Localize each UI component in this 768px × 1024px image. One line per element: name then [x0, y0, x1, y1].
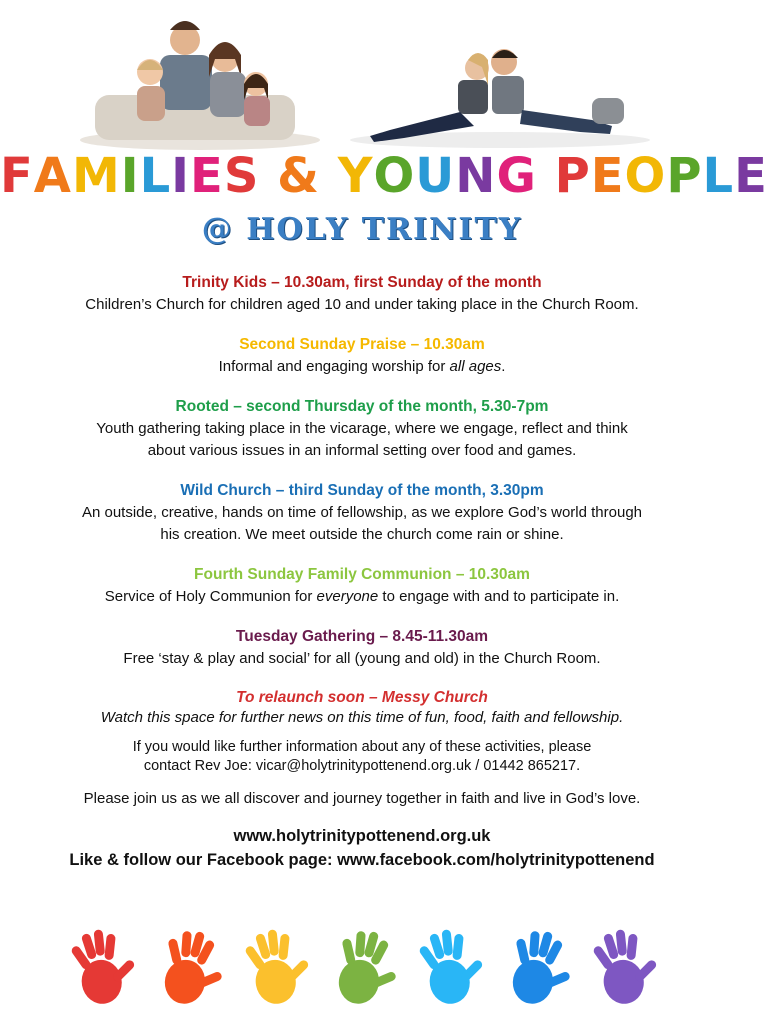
section-fourth-sunday-communion	[20, 564, 704, 608]
handprint-icon	[329, 925, 405, 1011]
emphasis-text: all ages	[449, 358, 502, 375]
section-heading: Fourth Sunday Family Communion – 10.30am	[194, 566, 530, 583]
handprint-icon	[67, 924, 141, 1008]
contact-info	[20, 738, 704, 776]
handprint-icon	[503, 925, 579, 1011]
section-body-line: his creation. We meet outside the church come rain or shine.	[160, 526, 564, 543]
banner	[0, 0, 768, 255]
closing-message: Please join us as we all discover and journey together in faith and live in God’s love.	[83, 790, 641, 807]
section-tuesday-gathering	[20, 626, 704, 670]
banner-photo	[0, 0, 724, 150]
section-second-sunday-praise	[20, 334, 704, 378]
teens-illustration	[350, 49, 650, 148]
section-heading: Rooted – second Thursday of the month, 5.30-7pm	[175, 398, 549, 415]
section-heading: Tuesday Gathering – 8.45-11.30am	[235, 628, 489, 645]
handprint-icon	[589, 924, 663, 1008]
section-body-line: Youth gathering taking place in the vicarage, where we engage, reflect and think	[96, 420, 628, 437]
handprint-icon	[415, 924, 489, 1008]
section-messy-church	[20, 688, 704, 728]
handprints	[0, 920, 724, 1015]
handprint-icon	[241, 924, 315, 1008]
family-illustration	[80, 21, 320, 150]
section-heading: Wild Church – third Sunday of the month, 3.30pm	[180, 482, 544, 499]
contact-line: If you would like further information about any of these activities, please	[132, 739, 592, 755]
handprint-icon	[155, 925, 231, 1011]
section-heading: Trinity Kids – 10.30am, first Sunday of the month	[182, 274, 542, 291]
section-heading: Second Sunday Praise – 10.30am	[239, 336, 485, 353]
section-trinity-kids	[20, 272, 704, 316]
section-body-line: An outside, creative, hands on time of fellowship, as we explore God’s world through	[81, 504, 643, 521]
section-body: Free ‘stay & play and social’ for all (young and old) in the Church Room.	[123, 650, 601, 667]
facebook-link[interactable]: Like & follow our Facebook page: www.facebook.com/holytrinitypottenend	[69, 851, 655, 869]
section-body: Children’s Church for children aged 10 and under taking place in the Church Room.	[85, 296, 639, 313]
section-wild-church	[20, 480, 704, 546]
activities-list	[20, 272, 704, 872]
section-rooted	[20, 396, 704, 462]
page-title: FAMILIES & YOUNG PEOPLE	[0, 148, 768, 204]
contact-line: contact Rev Joe: vicar@holytrinitypottenend.org.uk / 01442 865217.	[143, 758, 581, 774]
website-link[interactable]: www.holytrinitypottenend.org.uk	[233, 827, 491, 845]
section-body-line: about various issues in an informal setting over food and games.	[147, 442, 577, 459]
section-body: Watch this space for further news on this time of fun, food, faith and fellowship.	[100, 709, 624, 726]
emphasis-text: everyone	[316, 588, 379, 605]
page-subtitle: @ HOLY TRINITY	[201, 212, 523, 247]
section-body: Informal and engaging worship for all ages.	[218, 358, 506, 375]
section-heading: To relaunch soon – Messy Church	[236, 689, 488, 706]
section-body: Service of Holy Communion for everyone to engage with and to participate in.	[104, 588, 620, 605]
